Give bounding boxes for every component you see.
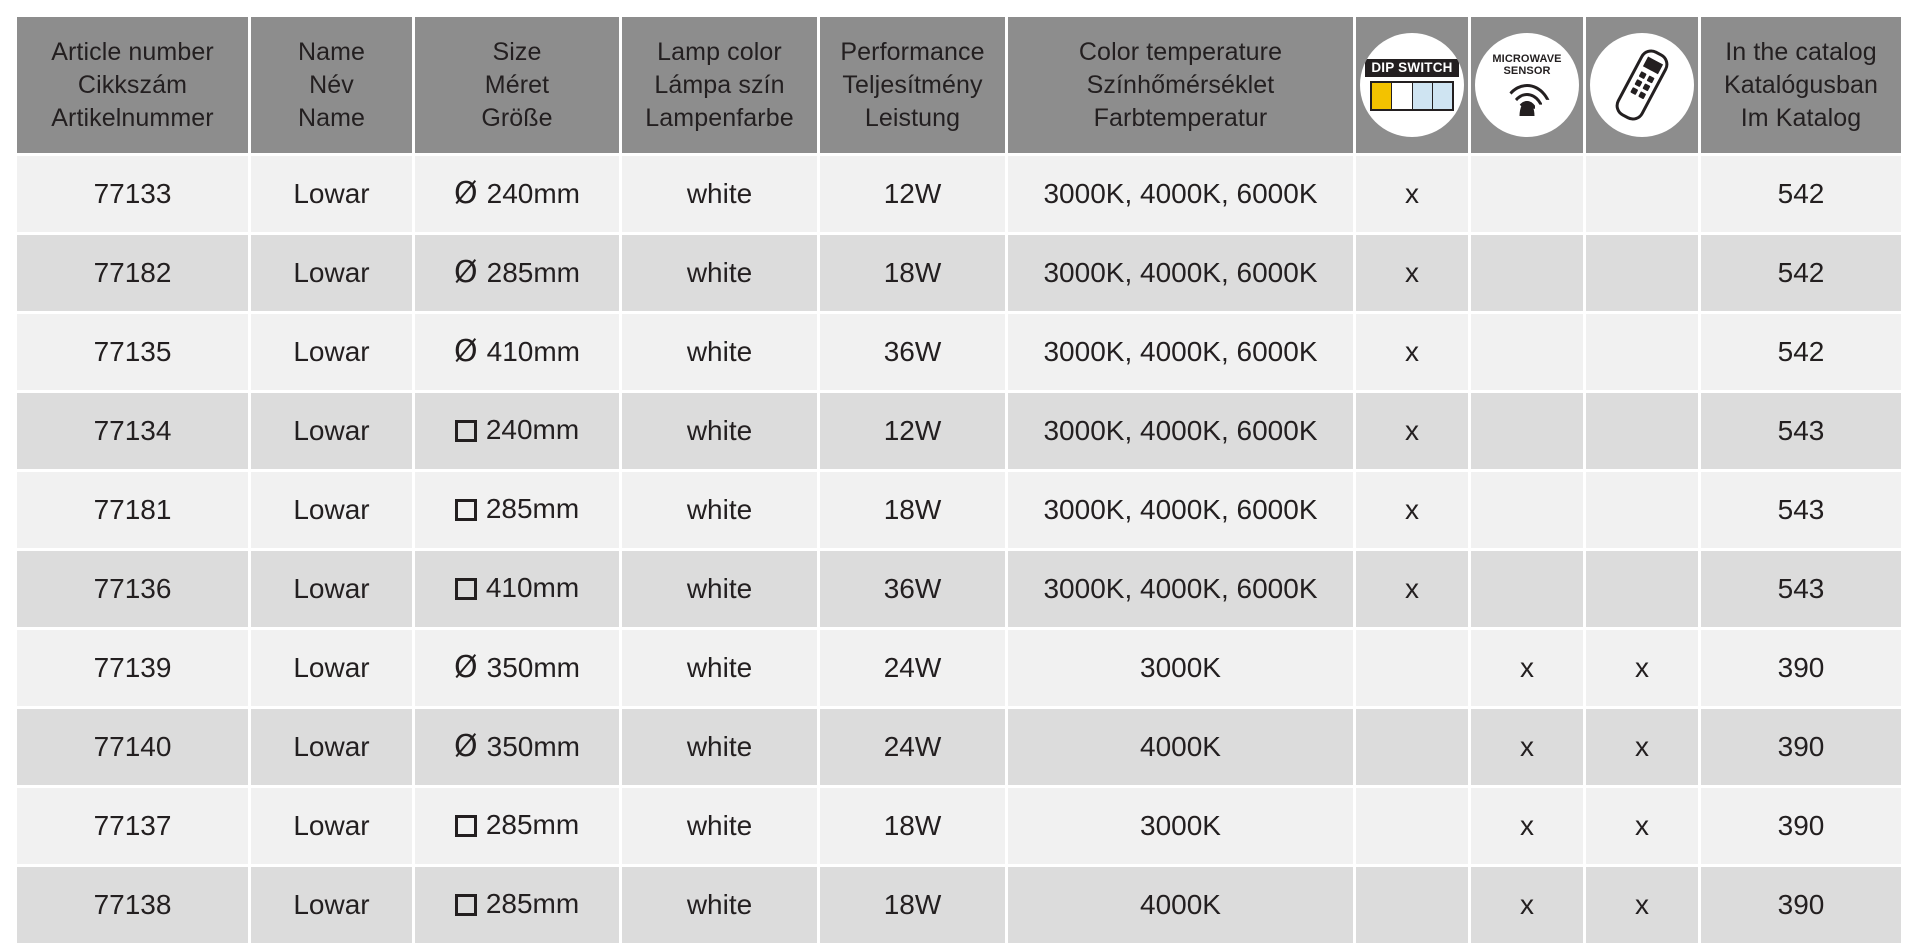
header-line-en: Article number	[51, 37, 214, 66]
header-name	[251, 17, 412, 153]
dip-switch-icon-wrap	[1356, 17, 1468, 153]
microwave-label-line2: SENSOR	[1503, 64, 1551, 77]
cell-size	[415, 709, 619, 785]
cell-dip-switch: x	[1356, 472, 1468, 548]
cell-article: 77140	[17, 709, 248, 785]
remote-buttons	[1630, 71, 1655, 99]
cell-microwave-sensor: x	[1471, 630, 1583, 706]
remote-screen	[1642, 56, 1662, 74]
size-value: 350mm	[486, 731, 580, 762]
cell-remote-control	[1586, 393, 1698, 469]
table-row	[17, 314, 1901, 390]
microwave-sensor-icon-wrap	[1471, 17, 1583, 153]
cell-lamp-color: white	[622, 788, 817, 864]
cell-catalog: 542	[1701, 235, 1901, 311]
header-line-en: Name	[297, 37, 366, 66]
size-value: 240mm	[486, 178, 580, 209]
cell-color-temperature: 3000K, 4000K, 6000K	[1008, 156, 1353, 232]
remote-body	[1611, 45, 1672, 124]
table-row	[17, 393, 1901, 469]
product-spec-table	[14, 14, 1904, 946]
size-value: 410mm	[486, 336, 580, 367]
dip-switch-icon	[1360, 33, 1464, 137]
header-microwave-sensor	[1471, 17, 1583, 153]
table-row	[17, 709, 1901, 785]
cell-remote-control	[1586, 156, 1698, 232]
cell-lamp-color: white	[622, 156, 817, 232]
round-shape-icon: Ø	[454, 729, 478, 764]
cell-dip-switch: x	[1356, 235, 1468, 311]
cell-performance: 36W	[820, 314, 1005, 390]
cell-performance: 24W	[820, 709, 1005, 785]
header-size	[415, 17, 619, 153]
header-line-hu: Lámpa szín	[654, 70, 785, 99]
header-line-de: Farbtemperatur	[1093, 103, 1268, 132]
header-performance	[820, 17, 1005, 153]
cell-performance: 18W	[820, 788, 1005, 864]
cell-dip-switch	[1356, 709, 1468, 785]
cell-remote-control	[1586, 235, 1698, 311]
cell-performance: 24W	[820, 630, 1005, 706]
round-shape-icon: Ø	[454, 334, 478, 369]
cell-performance: 36W	[820, 551, 1005, 627]
dip-switch-segment-yellow	[1372, 83, 1392, 109]
cell-dip-switch: x	[1356, 314, 1468, 390]
size-value: 285mm	[486, 257, 580, 288]
cell-size	[415, 472, 619, 548]
header-line-hu: Teljesítmény	[842, 70, 983, 99]
cell-article: 77135	[17, 314, 248, 390]
cell-lamp-color: white	[622, 393, 817, 469]
header-line-hu: Méret	[484, 70, 550, 99]
header-line-en: Size	[492, 37, 542, 66]
dip-switch-label: DIP SWITCH	[1365, 59, 1458, 78]
cell-name: Lowar	[251, 156, 412, 232]
cell-catalog: 390	[1701, 788, 1901, 864]
size-value: 240mm	[485, 414, 580, 445]
cell-article: 77136	[17, 551, 248, 627]
cell-color-temperature: 3000K, 4000K, 6000K	[1008, 551, 1353, 627]
cell-remote-control: x	[1586, 709, 1698, 785]
remote-button	[1634, 79, 1642, 87]
header-in-the-catalog	[1701, 17, 1901, 153]
cell-size	[415, 393, 619, 469]
cell-remote-control: x	[1586, 788, 1698, 864]
cell-performance: 18W	[820, 867, 1005, 943]
cell-color-temperature: 3000K	[1008, 630, 1353, 706]
header-line-de: Leistung	[864, 103, 961, 132]
cell-dip-switch	[1356, 630, 1468, 706]
table-body	[17, 156, 1901, 943]
remote-control-icon	[1590, 33, 1694, 137]
cell-microwave-sensor: x	[1471, 867, 1583, 943]
cell-microwave-sensor	[1471, 551, 1583, 627]
cell-color-temperature: 4000K	[1008, 867, 1353, 943]
remote-control-icon-wrap	[1586, 17, 1698, 153]
cell-performance: 12W	[820, 393, 1005, 469]
microwave-label-line1: MICROWAVE	[1492, 52, 1562, 65]
size-value: 285mm	[485, 809, 580, 840]
cell-color-temperature: 3000K, 4000K, 6000K	[1008, 472, 1353, 548]
cell-color-temperature: 3000K, 4000K, 6000K	[1008, 235, 1353, 311]
microwave-waves	[1500, 82, 1554, 116]
cell-article: 77133	[17, 156, 248, 232]
microwave-sensor-icon	[1475, 33, 1579, 137]
cell-size	[415, 551, 619, 627]
header-line-hu: Színhőmérséklet	[1086, 70, 1275, 99]
remote-button	[1646, 75, 1654, 83]
dip-switch-segment-blue	[1413, 83, 1433, 109]
table-row	[17, 630, 1901, 706]
header-dip-switch	[1356, 17, 1468, 153]
cell-microwave-sensor: x	[1471, 788, 1583, 864]
header-line-en: Color temperature	[1078, 37, 1283, 66]
cell-color-temperature: 3000K, 4000K, 6000K	[1008, 314, 1353, 390]
cell-remote-control	[1586, 551, 1698, 627]
header-line-de: Größe	[481, 103, 553, 132]
header-line-de: Name	[297, 103, 366, 132]
header-line-hu: Cikkszám	[77, 70, 188, 99]
table-header	[17, 17, 1901, 153]
cell-microwave-sensor	[1471, 156, 1583, 232]
cell-name: Lowar	[251, 393, 412, 469]
header-line-de: Im Katalog	[1740, 103, 1862, 132]
cell-microwave-sensor	[1471, 235, 1583, 311]
size-value: 285mm	[485, 493, 580, 524]
header-line-en: Lamp color	[657, 37, 782, 66]
header-article-number	[17, 17, 248, 153]
cell-name: Lowar	[251, 867, 412, 943]
cell-lamp-color: white	[622, 709, 817, 785]
remote-button	[1642, 83, 1650, 91]
cell-lamp-color: white	[622, 551, 817, 627]
table-row	[17, 235, 1901, 311]
cell-catalog: 390	[1701, 709, 1901, 785]
cell-lamp-color: white	[622, 235, 817, 311]
cell-remote-control: x	[1586, 867, 1698, 943]
cell-article: 77134	[17, 393, 248, 469]
table-row	[17, 867, 1901, 943]
square-shape-icon	[455, 894, 477, 916]
square-shape-icon	[455, 420, 477, 442]
cell-lamp-color: white	[622, 472, 817, 548]
cell-lamp-color: white	[622, 630, 817, 706]
cell-catalog: 543	[1701, 393, 1901, 469]
cell-remote-control	[1586, 472, 1698, 548]
cell-color-temperature: 4000K	[1008, 709, 1353, 785]
size-value: 285mm	[485, 888, 580, 919]
cell-name: Lowar	[251, 551, 412, 627]
cell-performance: 12W	[820, 156, 1005, 232]
table-row	[17, 551, 1901, 627]
cell-performance: 18W	[820, 472, 1005, 548]
cell-article: 77181	[17, 472, 248, 548]
cell-remote-control: x	[1586, 630, 1698, 706]
dip-switch-segment-white	[1392, 83, 1412, 109]
header-lamp-color	[622, 17, 817, 153]
size-value: 350mm	[486, 652, 580, 683]
round-shape-icon: Ø	[454, 650, 478, 685]
header-line-en: Performance	[840, 37, 985, 66]
cell-size	[415, 630, 619, 706]
round-shape-icon: Ø	[454, 255, 478, 290]
cell-dip-switch	[1356, 867, 1468, 943]
cell-lamp-color: white	[622, 314, 817, 390]
header-line-hu: Név	[309, 70, 354, 99]
cell-name: Lowar	[251, 788, 412, 864]
table-row	[17, 788, 1901, 864]
header-line-hu: Katalógusban	[1723, 70, 1879, 99]
remote-button	[1630, 87, 1638, 95]
cell-catalog: 543	[1701, 472, 1901, 548]
table-row	[17, 156, 1901, 232]
cell-article: 77138	[17, 867, 248, 943]
header-line-en: In the catalog	[1725, 37, 1877, 66]
cell-article: 77139	[17, 630, 248, 706]
cell-article: 77182	[17, 235, 248, 311]
cell-name: Lowar	[251, 472, 412, 548]
cell-name: Lowar	[251, 709, 412, 785]
remote-button	[1638, 91, 1646, 99]
cell-microwave-sensor: x	[1471, 709, 1583, 785]
square-shape-icon	[455, 578, 477, 600]
cell-catalog: 542	[1701, 314, 1901, 390]
cell-microwave-sensor	[1471, 472, 1583, 548]
cell-article: 77137	[17, 788, 248, 864]
dip-switch-body	[1370, 81, 1454, 111]
cell-name: Lowar	[251, 235, 412, 311]
cell-catalog: 542	[1701, 156, 1901, 232]
cell-catalog: 390	[1701, 867, 1901, 943]
cell-color-temperature: 3000K	[1008, 788, 1353, 864]
cell-size	[415, 156, 619, 232]
cell-microwave-sensor	[1471, 314, 1583, 390]
cell-performance: 18W	[820, 235, 1005, 311]
size-value: 410mm	[485, 572, 580, 603]
header-row	[17, 17, 1901, 153]
header-line-de: Artikelnummer	[51, 103, 214, 132]
cell-remote-control	[1586, 314, 1698, 390]
cell-size	[415, 867, 619, 943]
cell-lamp-color: white	[622, 867, 817, 943]
cell-catalog: 543	[1701, 551, 1901, 627]
cell-dip-switch: x	[1356, 393, 1468, 469]
dip-switch-segment-blue-2	[1433, 83, 1452, 109]
remote-button	[1638, 71, 1646, 79]
cell-name: Lowar	[251, 630, 412, 706]
header-color-temperature	[1008, 17, 1353, 153]
square-shape-icon	[455, 499, 477, 521]
cell-size	[415, 235, 619, 311]
cell-size	[415, 788, 619, 864]
cell-color-temperature: 3000K, 4000K, 6000K	[1008, 393, 1353, 469]
square-shape-icon	[455, 815, 477, 837]
cell-dip-switch: x	[1356, 156, 1468, 232]
cell-dip-switch	[1356, 788, 1468, 864]
table-row	[17, 472, 1901, 548]
round-shape-icon: Ø	[454, 176, 478, 211]
cell-microwave-sensor	[1471, 393, 1583, 469]
header-remote-control	[1586, 17, 1698, 153]
cell-size	[415, 314, 619, 390]
cell-name: Lowar	[251, 314, 412, 390]
header-line-de: Lampenfarbe	[645, 103, 794, 132]
cell-dip-switch: x	[1356, 551, 1468, 627]
cell-catalog: 390	[1701, 630, 1901, 706]
